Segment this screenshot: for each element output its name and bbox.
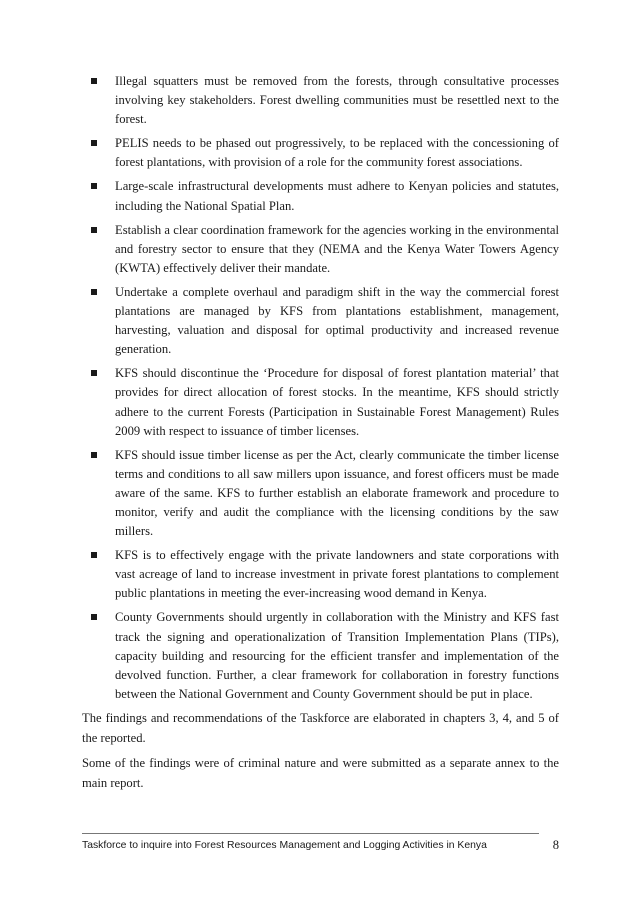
square-bullet-icon: [91, 614, 97, 620]
list-item: [82, 283, 559, 359]
page-number: 8: [552, 838, 559, 852]
list-item-text: Establish a clear coordination framework for the agencies working in the environmental and forestry sector to ensure that they (NEMA and the Kenya Water Towers Agency (KWTA) effectively deliver their mandate.: [115, 222, 559, 275]
list-item: [82, 221, 559, 278]
list-item: [82, 72, 559, 129]
square-bullet-icon: [91, 183, 97, 189]
list-item: [82, 364, 559, 440]
list-item: [82, 134, 559, 172]
footer-title: Taskforce to inquire into Forest Resources Management and Logging Activities in Kenya: [82, 840, 487, 851]
list-item: [82, 177, 559, 215]
square-bullet-icon: [91, 227, 97, 233]
list-item-text: KFS is to effectively engage with the private landowners and state corporations with vast acreage of land to increase investment in private forest plantations to complement public plantations in meeting the ever-increasing wood demand in Kenya.: [115, 548, 559, 601]
square-bullet-icon: [91, 78, 97, 84]
list-item-text: PELIS needs to be phased out progressively, to be replaced with the concessioning of forest plantations, with provision of a role for the community forest associations.: [115, 136, 559, 170]
list-item-text: Large-scale infrastructural developments must adhere to Kenyan policies and statutes, including the National Spatial Plan.: [115, 179, 559, 213]
recommendations-list: [82, 72, 559, 704]
findings-paragraph: The findings and recommendations of the Taskforce are elaborated in chapters 3, 4, and 5 of the reported.: [82, 710, 559, 745]
square-bullet-icon: [91, 552, 97, 558]
list-item: [82, 446, 559, 541]
criminal-findings-paragraph: Some of the findings were of criminal nature and were submitted as a separate annex to the main report.: [82, 756, 559, 790]
page-body: [82, 72, 559, 799]
square-bullet-icon: [91, 140, 97, 146]
list-item-text: KFS should discontinue the ‘Procedure for disposal of forest plantation material’ that provides for direct allocation of forest stocks. In the meantime, KFS should strictly adhere to the current Forests (Participation in Sustainable Forest Management) Rules 2009 with respect to issuance of timber licenses.: [115, 366, 559, 438]
square-bullet-icon: [91, 452, 97, 458]
list-item-text: Undertake a complete overhaul and paradigm shift in the way the commercial forest plantations are managed by KFS from plantations establishment, management, harvesting, valuation and disposal for optimal productivity and increased revenue generation.: [115, 284, 559, 357]
footer-row: [82, 834, 559, 854]
list-item: [82, 608, 559, 703]
list-item-text: Illegal squatters must be removed from the forests, through consultative processes involving key stakeholders. Forest dwelling communities must be resettled next to the forest.: [115, 74, 559, 127]
list-item-text: County Governments should urgently in collaboration with the Ministry and KFS fast track the signing and operationalization of Transition Implementation Plans (TIPs), capacity building and resourcing for the efficient transfer and implementation of the devolved function. Further, a clear framework for collaboration in forestry functions between the National Government and County Government should be put in place.: [115, 610, 559, 701]
list-item-text: KFS should issue timber license as per the Act, clearly communicate the timber license terms and conditions to all saw millers upon issuance, and forest officers must be made aware of the same. KFS to further establish an elaborate framework and procedure to monitor, verify and audit the compliance with the licensing conditions by the saw millers.: [115, 447, 559, 539]
square-bullet-icon: [91, 370, 97, 376]
list-item: [82, 546, 559, 603]
square-bullet-icon: [91, 289, 97, 295]
page-footer: [82, 833, 559, 854]
